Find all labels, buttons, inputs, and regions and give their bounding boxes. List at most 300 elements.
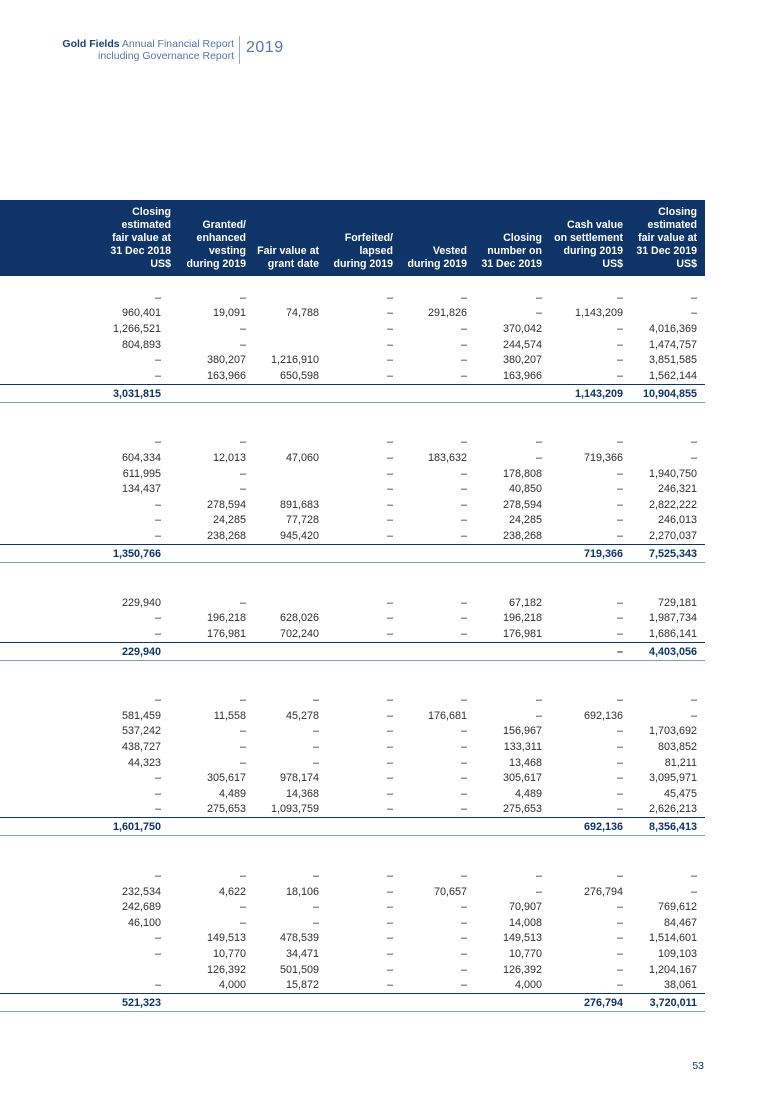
- table-cell: 1,703,692: [648, 725, 697, 738]
- table-cell: 3,851,585: [648, 354, 697, 367]
- table-cell: –: [239, 483, 246, 496]
- table-cell: 70,907: [508, 901, 542, 914]
- table-cell: 10,904,855: [623, 384, 705, 402]
- table-cell: [393, 544, 467, 562]
- table-cell: 628,026: [279, 612, 319, 625]
- table-cell: 163,966: [502, 369, 542, 382]
- header-closing-number: Closing number on 31 Dec 2019: [481, 232, 542, 270]
- table-cell: –: [616, 916, 623, 929]
- table-cell: –: [154, 787, 161, 800]
- table-cell: [319, 642, 393, 660]
- table-row: [0, 626, 705, 642]
- table-cell: –: [460, 612, 467, 625]
- table-cell: 156,967: [502, 725, 542, 738]
- table-cell: 1,266,521: [112, 322, 161, 335]
- table-cell: 1,601,750: [0, 818, 171, 836]
- table-row: [0, 466, 705, 482]
- table-cell: [393, 642, 467, 660]
- total-row: [0, 994, 705, 1012]
- table-cell: 1,474,757: [648, 338, 697, 351]
- table-cell: 4,489: [218, 787, 246, 800]
- table-cell: 70,657: [433, 885, 467, 898]
- table-cell: –: [386, 948, 393, 961]
- table-row: [0, 884, 705, 900]
- table-cell: –: [239, 870, 246, 883]
- table-row: [0, 868, 705, 884]
- table-cell: –: [154, 369, 161, 382]
- table-cell: 40,850: [508, 483, 542, 496]
- brand-report-title: Annual Financial Report: [119, 38, 234, 50]
- table-cell: –: [616, 322, 623, 335]
- table-cell: –: [535, 885, 542, 898]
- table-cell: –: [154, 514, 161, 527]
- table-cell: 232,534: [121, 885, 161, 898]
- table-cell: –: [616, 483, 623, 496]
- table-cell: 604,334: [121, 451, 161, 464]
- table-cell: 176,981: [502, 627, 542, 640]
- spacer-row: [0, 852, 705, 868]
- brand-year: 2019: [246, 39, 284, 56]
- table-cell: –: [239, 916, 246, 929]
- table-cell: –: [386, 307, 393, 320]
- table-cell: –: [460, 596, 467, 609]
- table-cell: 81,211: [664, 756, 697, 769]
- table-cell: 11,558: [213, 709, 246, 722]
- table-cell: 126,392: [502, 963, 542, 976]
- table-cell: –: [616, 627, 623, 640]
- table-cell: 183,632: [427, 451, 467, 464]
- table-cell: –: [690, 709, 697, 722]
- table-row: [0, 352, 705, 368]
- table-cell: 242,689: [121, 901, 161, 914]
- page-number: 53: [692, 1060, 704, 1072]
- table-cell: 14,008: [508, 916, 542, 929]
- table-cell: 276,794: [542, 994, 623, 1012]
- table-cell: 945,420: [279, 529, 319, 542]
- table-cell: –: [616, 963, 623, 976]
- table-cell: [393, 994, 467, 1012]
- table-cell: –: [386, 694, 393, 707]
- table-cell: –: [154, 694, 161, 707]
- table-cell: 1,204,167: [648, 963, 697, 976]
- table-row: [0, 435, 705, 451]
- table-cell: 10,770: [212, 948, 246, 961]
- table-cell: 305,617: [502, 772, 542, 785]
- table-cell: 278,594: [206, 498, 246, 511]
- table-cell: 196,218: [502, 612, 542, 625]
- table-cell: 19,091: [212, 307, 246, 320]
- table-cell: [319, 818, 393, 836]
- table-cell: –: [690, 291, 697, 304]
- table-cell: 34,471: [285, 948, 319, 961]
- table-cell: 67,182: [508, 596, 542, 609]
- table-cell: –: [460, 756, 467, 769]
- table-cell: –: [460, 963, 467, 976]
- table-row: [0, 977, 705, 993]
- table-cell: –: [154, 354, 161, 367]
- table-cell: –: [690, 307, 697, 320]
- spacer-row: [0, 579, 705, 595]
- table-cell: 276,794: [583, 885, 623, 898]
- table-cell: [319, 544, 393, 562]
- table-cell: –: [690, 436, 697, 449]
- table-cell: 650,598: [279, 369, 319, 382]
- table-cell: [246, 384, 319, 402]
- table-cell: –: [386, 709, 393, 722]
- table-cell: –: [239, 725, 246, 738]
- table-cell: 244,574: [502, 338, 542, 351]
- table-cell: [171, 818, 246, 836]
- table-cell: 1,987,734: [648, 612, 697, 625]
- table-cell: –: [312, 741, 319, 754]
- table-cell: 438,727: [121, 741, 161, 754]
- table-cell: 14,368: [285, 787, 319, 800]
- table-cell: 891,683: [279, 498, 319, 511]
- table-cell: –: [154, 932, 161, 945]
- table-cell: –: [239, 338, 246, 351]
- table-cell: –: [386, 885, 393, 898]
- table-cell: –: [386, 787, 393, 800]
- table-cell: 163,966: [206, 369, 246, 382]
- table-cell: –: [460, 483, 467, 496]
- table-header: [0, 200, 705, 276]
- table-cell: –: [460, 627, 467, 640]
- table-cell: 149,513: [206, 932, 246, 945]
- table-row: [0, 946, 705, 962]
- table-cell: –: [616, 725, 623, 738]
- header-granted: Granted/ enhanced vesting during 2019: [186, 219, 246, 270]
- table-cell: 238,268: [206, 529, 246, 542]
- brand-divider: [239, 36, 240, 64]
- table-cell: –: [239, 741, 246, 754]
- total-row: [0, 818, 705, 836]
- table-cell: –: [460, 694, 467, 707]
- table-cell: 77,728: [285, 514, 319, 527]
- table-cell: 1,562,144: [648, 369, 697, 382]
- table-row: [0, 786, 705, 802]
- table-cell: –: [616, 467, 623, 480]
- table-cell: –: [690, 451, 697, 464]
- spacer-row: [0, 836, 705, 853]
- table-cell: 1,686,141: [648, 627, 697, 640]
- brand-company: Gold Fields: [62, 38, 120, 50]
- table-cell: [246, 321, 319, 337]
- table-cell: –: [535, 307, 542, 320]
- table-cell: 380,207: [206, 354, 246, 367]
- table-cell: 133,311: [503, 741, 542, 754]
- table-cell: –: [690, 870, 697, 883]
- table-cell: –: [154, 498, 161, 511]
- table-cell: –: [386, 979, 393, 992]
- table-cell: 7,525,343: [623, 544, 705, 562]
- table-cell: –: [239, 322, 246, 335]
- header-closing-fair-value-2018: Closing estimated fair value at 31 Dec 2018 US$: [110, 206, 171, 270]
- total-row: [0, 642, 705, 660]
- table-cell: 1,350,766: [0, 544, 171, 562]
- table-cell: –: [154, 291, 161, 304]
- brand-subtitle: including Governance Report: [98, 50, 234, 62]
- table-cell: –: [386, 901, 393, 914]
- table-cell: –: [535, 709, 542, 722]
- table-cell: –: [460, 870, 467, 883]
- table-cell: 1,514,601: [648, 932, 697, 945]
- table-cell: –: [460, 369, 467, 382]
- table-cell: –: [312, 901, 319, 914]
- total-row: [0, 384, 705, 402]
- table-cell: –: [616, 529, 623, 542]
- table-cell: –: [535, 291, 542, 304]
- table-cell: –: [616, 498, 623, 511]
- table-cell: 229,940: [121, 596, 161, 609]
- table-cell: 1,093,759: [270, 803, 319, 816]
- table-cell: 305,617: [206, 772, 246, 785]
- table-row: [0, 290, 705, 306]
- table-cell: 291,826: [427, 307, 467, 320]
- data-table: [0, 290, 705, 1012]
- table-cell: –: [616, 436, 623, 449]
- table-cell: 521,323: [0, 994, 171, 1012]
- table-cell: 8,356,413: [623, 818, 705, 836]
- table-cell: 38,061: [663, 979, 697, 992]
- table-cell: 149,513: [502, 932, 542, 945]
- table-cell: 238,268: [502, 529, 542, 542]
- table-cell: 109,103: [657, 948, 697, 961]
- spacer-row: [0, 660, 705, 677]
- table-cell: [171, 642, 246, 660]
- table-cell: –: [386, 354, 393, 367]
- table-row: [0, 306, 705, 322]
- table-cell: –: [460, 467, 467, 480]
- table-cell: 275,653: [502, 803, 542, 816]
- table-cell: –: [460, 725, 467, 738]
- table-cell: 275,653: [206, 803, 246, 816]
- table-cell: 803,852: [657, 741, 697, 754]
- table-cell: –: [154, 436, 161, 449]
- table-cell: –: [386, 498, 393, 511]
- table-cell: –: [690, 885, 697, 898]
- table-cell: –: [239, 596, 246, 609]
- table-cell: –: [386, 756, 393, 769]
- table-row: [0, 693, 705, 709]
- table-cell: 4,489: [514, 787, 542, 800]
- table-row: [0, 931, 705, 947]
- header-vested: Vested during 2019: [407, 245, 467, 270]
- table-row: [0, 899, 705, 915]
- table-cell: –: [535, 436, 542, 449]
- table-cell: 278,594: [502, 498, 542, 511]
- table-cell: –: [386, 467, 393, 480]
- table-cell: –: [616, 870, 623, 883]
- table-cell: –: [535, 451, 542, 464]
- table-cell: –: [616, 596, 623, 609]
- table-cell: –: [460, 436, 467, 449]
- table-cell: –: [386, 932, 393, 945]
- table-cell: 84,467: [663, 916, 697, 929]
- table-cell: 611,995: [122, 467, 161, 480]
- table-cell: 3,095,971: [648, 772, 697, 785]
- table-cell: 10,770: [508, 948, 542, 961]
- table-cell: –: [239, 467, 246, 480]
- table-cell: [467, 994, 542, 1012]
- table-cell: –: [460, 291, 467, 304]
- report-brand: [0, 36, 778, 76]
- table-cell: [171, 994, 246, 1012]
- table-cell: 24,285: [508, 514, 542, 527]
- table-cell: –: [386, 596, 393, 609]
- table-cell: 246,013: [657, 514, 697, 527]
- table-cell: 178,808: [502, 467, 542, 480]
- table-cell: 3,031,815: [0, 384, 171, 402]
- table-cell: 1,143,209: [574, 307, 623, 320]
- table-cell: 24,285: [212, 514, 246, 527]
- table-cell: –: [460, 916, 467, 929]
- table-cell: –: [312, 756, 319, 769]
- table-row: [0, 321, 705, 337]
- table-cell: [0, 962, 171, 978]
- table-cell: 15,872: [285, 979, 319, 992]
- table-cell: –: [616, 694, 623, 707]
- table-cell: 134,437: [121, 483, 161, 496]
- table-row: [0, 755, 705, 771]
- table-cell: 478,539: [279, 932, 319, 945]
- table-cell: [246, 544, 319, 562]
- table-cell: 229,940: [0, 642, 171, 660]
- table-cell: –: [460, 979, 467, 992]
- table-cell: –: [386, 514, 393, 527]
- table-cell: –: [616, 756, 623, 769]
- table-cell: –: [312, 916, 319, 929]
- table-cell: 501,509: [279, 963, 319, 976]
- table-cell: [246, 642, 319, 660]
- table-cell: –: [460, 803, 467, 816]
- table-cell: [171, 544, 246, 562]
- table-row: [0, 595, 705, 611]
- table-cell: –: [154, 627, 161, 640]
- table-row: [0, 724, 705, 740]
- table-cell: –: [616, 948, 623, 961]
- header-forfeited: Forfeited/ lapsed during 2019: [333, 232, 393, 270]
- table-row: [0, 962, 705, 978]
- table-cell: –: [154, 612, 161, 625]
- table-cell: –: [386, 772, 393, 785]
- table-cell: –: [616, 901, 623, 914]
- table-cell: –: [386, 529, 393, 542]
- table-cell: 3,720,011: [623, 994, 705, 1012]
- table-cell: –: [460, 498, 467, 511]
- table-cell: –: [386, 725, 393, 738]
- table-cell: 692,136: [542, 818, 623, 836]
- table-cell: 581,459: [121, 709, 161, 722]
- table-cell: 4,016,369: [648, 322, 697, 335]
- table-cell: 196,218: [206, 612, 246, 625]
- table-cell: –: [460, 948, 467, 961]
- header-fair-value-grant-date: Fair value at grant date: [257, 245, 319, 270]
- table-cell: –: [154, 772, 161, 785]
- table-cell: –: [312, 725, 319, 738]
- table-cell: 380,207: [502, 354, 542, 367]
- table-cell: 44,323: [127, 756, 161, 769]
- table-cell: –: [386, 322, 393, 335]
- table-cell: [393, 818, 467, 836]
- table-cell: 176,681: [427, 709, 467, 722]
- table-cell: 1,143,209: [542, 384, 623, 402]
- table-cell: 804,893: [121, 338, 161, 351]
- table-cell: –: [460, 787, 467, 800]
- table-cell: 370,042: [502, 322, 542, 335]
- table-cell: –: [386, 483, 393, 496]
- table-cell: –: [616, 338, 623, 351]
- table-cell: 2,822,222: [648, 498, 697, 511]
- table-cell: [246, 337, 319, 353]
- spacer-row: [0, 402, 705, 419]
- table-cell: 1,216,910: [270, 354, 319, 367]
- table-cell: –: [460, 322, 467, 335]
- table-cell: –: [239, 901, 246, 914]
- table-cell: –: [616, 354, 623, 367]
- table-cell: 4,000: [514, 979, 542, 992]
- table-cell: 719,366: [583, 451, 623, 464]
- table-row: [0, 368, 705, 384]
- table-cell: [246, 481, 319, 497]
- table-cell: –: [154, 979, 161, 992]
- table-cell: 4,000: [218, 979, 246, 992]
- table-cell: [171, 384, 246, 402]
- table-cell: 18,106: [285, 885, 319, 898]
- table-cell: 47,060: [285, 451, 319, 464]
- table-cell: [319, 994, 393, 1012]
- table-cell: –: [386, 369, 393, 382]
- table-cell: [246, 994, 319, 1012]
- table-cell: 246,321: [657, 483, 697, 496]
- table-cell: –: [460, 529, 467, 542]
- table-cell: –: [312, 870, 319, 883]
- table-cell: –: [535, 870, 542, 883]
- table-row: [0, 450, 705, 466]
- table-cell: –: [616, 291, 623, 304]
- table-cell: –: [386, 741, 393, 754]
- table-cell: –: [616, 612, 623, 625]
- table-row: [0, 610, 705, 626]
- table-cell: –: [690, 694, 697, 707]
- table-row: [0, 802, 705, 818]
- table-cell: –: [460, 354, 467, 367]
- table-cell: –: [386, 963, 393, 976]
- table-cell: 769,612: [657, 901, 697, 914]
- table-cell: –: [386, 451, 393, 464]
- table-cell: –: [239, 436, 246, 449]
- table-cell: [467, 384, 542, 402]
- table-cell: 4,622: [218, 885, 246, 898]
- table-row: [0, 481, 705, 497]
- table-cell: –: [239, 291, 246, 304]
- table-cell: 4,403,056: [623, 642, 705, 660]
- table-cell: 74,788: [285, 307, 319, 320]
- table-cell: –: [386, 612, 393, 625]
- table-cell: –: [154, 948, 161, 961]
- table-cell: –: [460, 932, 467, 945]
- table-cell: –: [460, 901, 467, 914]
- table-cell: –: [460, 338, 467, 351]
- total-row: [0, 544, 705, 562]
- table-cell: –: [616, 787, 623, 800]
- table-row: [0, 528, 705, 544]
- table-cell: –: [386, 627, 393, 640]
- table-row: [0, 739, 705, 755]
- table-cell: [246, 818, 319, 836]
- table-cell: –: [616, 369, 623, 382]
- table-row: [0, 337, 705, 353]
- table-cell: 978,174: [279, 772, 319, 785]
